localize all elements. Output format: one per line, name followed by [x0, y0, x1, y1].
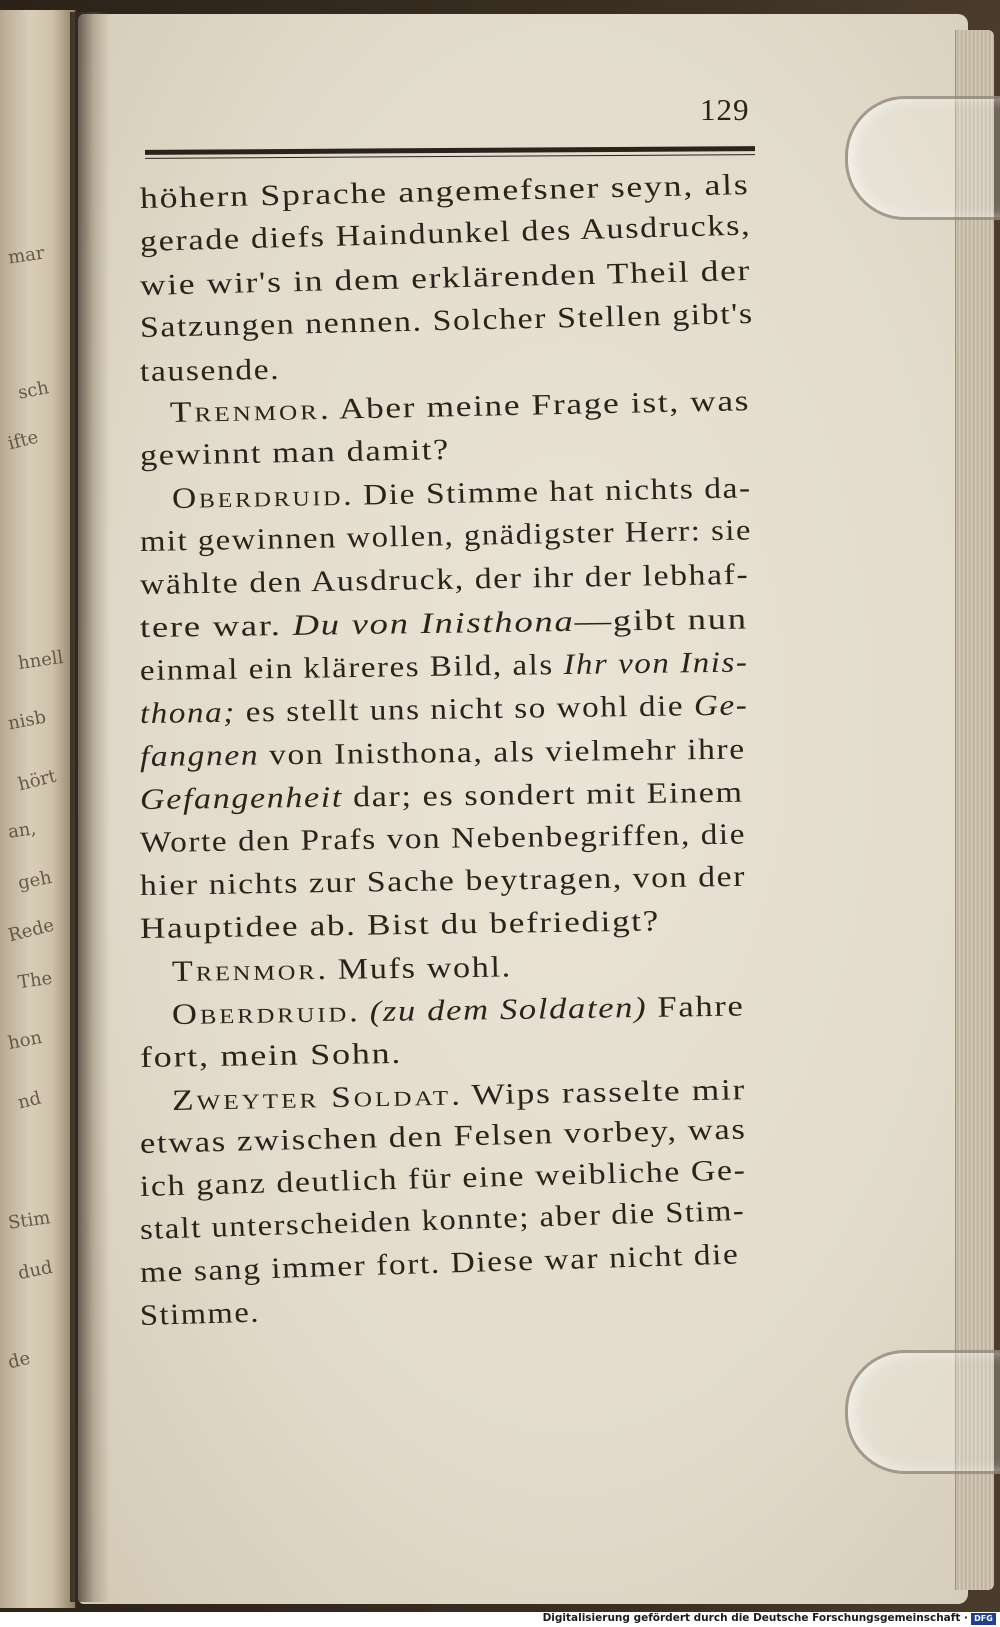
left-facing-page — [0, 10, 77, 1608]
speaker-name: Trenmor — [169, 393, 321, 429]
left-page-fragment: Stim — [6, 1207, 52, 1234]
left-page-fragment: hnell — [16, 646, 65, 675]
text-run: es stellt uns nicht so wohl die — [235, 690, 695, 729]
text-run: mit gewinnen wollen, gnädigster Herr: sie — [139, 514, 753, 558]
speaker-name: Trenmor — [171, 954, 318, 988]
text-run: gerade diefs Haindunkel des Ausdrucks, — [139, 209, 752, 258]
text-run: Worte den Prafs von Nebenbegriffen, die — [139, 818, 747, 859]
left-page-fragment: hon — [6, 1026, 44, 1055]
text-run: tausende. — [139, 353, 281, 388]
left-page-fragment: The — [16, 967, 54, 994]
left-page-fragment: dud — [16, 1256, 55, 1285]
text-run: stalt unterscheiden konnte; aber die Stim- — [139, 1194, 746, 1246]
left-page-fragment: sch — [16, 377, 51, 404]
left-page-fragment: geh — [16, 866, 54, 895]
italic-text: fangnen — [139, 739, 260, 773]
page-clamp-top — [845, 96, 1000, 220]
text-run: . Aber meine Frage ist, was — [319, 385, 751, 426]
text-run: höhern Sprache angemefsner seyn, als — [139, 168, 750, 215]
text-run: me sang immer fort. Diese war nicht die — [139, 1238, 740, 1289]
text-run: dar; es sondert mit Einem — [342, 776, 744, 814]
text-run: wählte den Ausdruck, der ihr der lebhaf- — [139, 558, 750, 601]
text-line — [172, 951, 512, 989]
italic-text: (zu dem Soldaten) — [369, 991, 648, 1029]
left-page-fragment: hört — [16, 765, 59, 796]
page-number: 129 — [700, 92, 750, 127]
text-run: . Die Stimme hat nichts da- — [342, 472, 753, 512]
italic-text: thona; — [139, 696, 237, 730]
text-line — [140, 354, 281, 389]
italic-text: Ihr von Inis- — [563, 646, 749, 682]
text-run: Hauptidee ab. Bist du befriedigt? — [139, 905, 661, 945]
page-clamp-bottom — [845, 1350, 1000, 1474]
text-line — [140, 1038, 403, 1075]
speaker-name: Oberdruid — [171, 996, 350, 1031]
text-run: Stimme. — [139, 1296, 261, 1332]
left-page-fragment: nisb — [6, 706, 48, 735]
italic-text: Gefangenheit — [139, 781, 344, 816]
text-run: Satzungen nennen. Solcher Stellen gibt's — [139, 297, 755, 344]
text-run: etwas zwischen den Felsen vorbey, was — [139, 1113, 747, 1160]
text-run: einmal ein kläreres Bild, als — [139, 649, 564, 687]
italic-text: Ge- — [693, 689, 749, 723]
text-run: wie wir's in dem erklärenden Theil der — [139, 254, 752, 302]
left-page-fragment: nd — [15, 1087, 44, 1114]
text-run: hier nichts zur Sache beytragen, von der — [139, 860, 747, 902]
text-run: . Mufs wohl. — [317, 951, 513, 987]
text-line — [140, 434, 451, 473]
left-page-fragment: an, — [6, 818, 38, 843]
dfg-logo: DFG — [971, 1613, 996, 1625]
text-run: . Wips rasselte mir — [450, 1074, 747, 1112]
gutter-shadow — [70, 12, 110, 1602]
left-page-fragment: mar — [6, 242, 46, 269]
text-run: —gibt nun — [574, 603, 749, 638]
speaker-name: Oberdruid — [171, 479, 344, 515]
italic-text: Du von Inisthona — [292, 605, 575, 642]
text-run: fort, mein Sohn. — [139, 1037, 403, 1074]
speaker-name: Zweyter Soldat — [171, 1079, 452, 1117]
left-page-fragment: de — [5, 1347, 33, 1374]
text-run: von Inisthona, als vielmehr ihre — [258, 733, 747, 772]
text-run: Fahre — [646, 990, 745, 1024]
text-run: . — [348, 996, 371, 1029]
text-run: tere war. — [139, 609, 293, 644]
funding-credit: Digitalisierung gefördert durch die Deutsche Forschungsgemeinschaft · — [542, 1612, 968, 1624]
text-line — [139, 1297, 260, 1333]
text-run: ich ganz deutlich für eine weibliche Ge- — [139, 1154, 747, 1203]
left-page-fragment: ifte — [5, 426, 41, 455]
left-page-fragment: Rede — [6, 914, 57, 947]
text-run: gewinnt man damit? — [139, 433, 451, 472]
